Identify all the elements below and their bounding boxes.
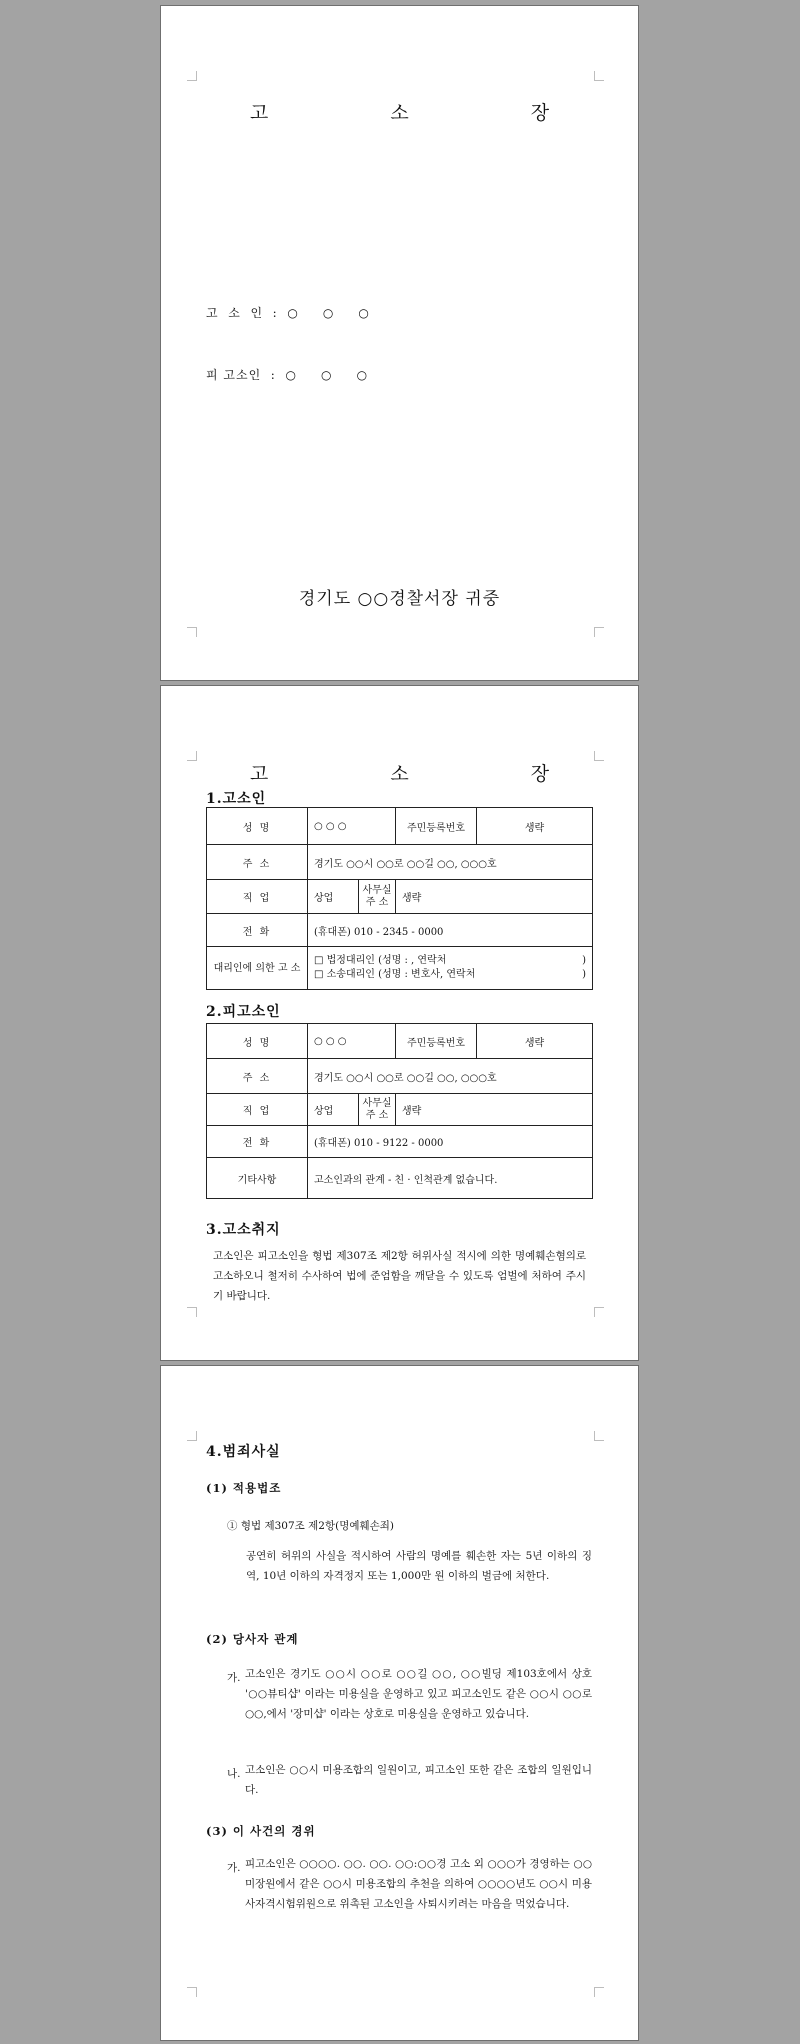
complainant-line: 고 소 인 : ○ ○ ○ xyxy=(206,306,370,320)
document-page-2 xyxy=(160,685,639,1361)
relation-b-text: 고소인은 ○○시 미용조합의 일원이고, 피고소인 또한 같은 조합의 일원입니다. xyxy=(245,1764,592,1796)
crop-mark xyxy=(187,1431,197,1441)
document-page-3 xyxy=(160,1365,639,2041)
litigation-proxy-row xyxy=(314,968,586,982)
rrn-label: 주민등록번호 xyxy=(396,808,477,845)
accused-line: 피 고소인 : ○ ○ ○ xyxy=(206,368,369,382)
crop-mark xyxy=(187,1307,197,1317)
history-a-marker: 가. xyxy=(227,1862,241,1874)
proxy-label: 대리인에 의한 고 소 xyxy=(207,947,308,990)
crop-mark xyxy=(594,627,604,637)
section-4-heading: 4.범죄사실 xyxy=(206,1444,281,1460)
name-value: ○ ○ ○ xyxy=(308,1024,396,1059)
proxy-value xyxy=(308,947,593,990)
complaint-purpose-text: 고소인은 피고소인을 형법 제307조 제2항 허위사실 적시에 의한 명예훼손혐의로 고소하오니 철저히 수사하여 법에 준엄함을 깨닫을 수 있도록 엄벌에 처하여 주시기 바랍니다. xyxy=(213,1250,586,1302)
law-item: ① 형법 제307조 제2항(명예훼손죄) xyxy=(227,1520,394,1532)
office-address-value: 생략 xyxy=(396,1094,593,1126)
address-label: 주 소 xyxy=(207,1059,308,1094)
applicable-law-heading: (1) 적용법조 xyxy=(206,1481,282,1495)
rrn-value: 생략 xyxy=(477,808,593,845)
crop-mark xyxy=(187,1987,197,1997)
crop-mark xyxy=(594,1307,604,1317)
crop-mark xyxy=(187,627,197,637)
crop-mark xyxy=(594,1987,604,1997)
document-page-1 xyxy=(160,5,639,681)
phone-label: 전 화 xyxy=(207,914,308,947)
legal-proxy-text: □ 법정대리인 (성명 : , 연락처 xyxy=(314,955,447,966)
relation-a-marker: 가. xyxy=(227,1672,241,1684)
name-label: 성 명 xyxy=(207,808,308,845)
legal-proxy-row xyxy=(314,954,586,968)
litigation-proxy-text: □ 소송대리인 (성명 : 변호사, 연락처 xyxy=(314,969,476,980)
job-label: 직 업 xyxy=(207,1094,308,1126)
phone-value: (휴대폰) 010 - 9122 - 0000 xyxy=(308,1126,593,1158)
party-relation-heading: (2) 당사자 관계 xyxy=(206,1632,299,1646)
phone-value: (휴대폰) 010 - 2345 - 0000 xyxy=(308,914,593,947)
accused-table xyxy=(206,1023,593,1199)
name-value: ○ ○ ○ xyxy=(308,808,396,845)
address-value: 경기도 ○○시 ○○로 ○○길 ○○, ○○○호 xyxy=(308,1059,593,1094)
rrn-label: 주민등록번호 xyxy=(396,1024,477,1059)
case-history-heading: (3) 이 사건의 경위 xyxy=(206,1824,316,1838)
cover-title: 고 소 장 xyxy=(249,102,608,124)
complaint-title: 고 소 장 xyxy=(249,763,608,785)
job-value: 상업 xyxy=(308,1094,359,1126)
law-text: 공연히 허위의 사실을 적시하여 사람의 명예를 훼손한 자는 5년 이하의 징역, 10년 이하의 자격정지 또는 1,000만 원 이하의 벌금에 처한다. xyxy=(246,1550,592,1582)
office-address-value: 생략 xyxy=(396,880,593,914)
relation-b-marker: 나. xyxy=(227,1768,241,1780)
etc-value: 고소인과의 관계 - 친 · 인척관계 없습니다. xyxy=(308,1158,593,1199)
history-a-text: 피고소인은 ○○○○. ○○. ○○. ○○:○○경 고소 외 ○○○가 경영하는 ○○미장원에서 같은 ○○시 미용조합의 추천을 의하여 ○○○○년도 ○○시 미용사자격시험위원으로 위촉된 고소인을 사퇴시키려는 마음을 먹었습니다. xyxy=(245,1858,592,1910)
office-address-label: 사무실 주 소 xyxy=(359,880,396,914)
rrn-value: 생략 xyxy=(477,1024,593,1059)
etc-label: 기타사항 xyxy=(207,1158,308,1199)
crop-mark xyxy=(594,1431,604,1441)
phone-label: 전 화 xyxy=(207,1126,308,1158)
legal-proxy-close: ) xyxy=(582,955,586,966)
addressee: 경기도 ○○경찰서장 귀중 xyxy=(298,589,501,609)
office-address-label: 사무실 주 소 xyxy=(359,1094,396,1126)
crop-mark xyxy=(187,71,197,81)
section-1-heading: 1.고소인 xyxy=(206,791,267,807)
crop-mark xyxy=(594,71,604,81)
section-3-heading: 3.고소취지 xyxy=(206,1222,281,1238)
job-label: 직 업 xyxy=(207,880,308,914)
address-value: 경기도 ○○시 ○○로 ○○길 ○○, ○○○호 xyxy=(308,845,593,880)
job-value: 상업 xyxy=(308,880,359,914)
address-label: 주 소 xyxy=(207,845,308,880)
litigation-proxy-close: ) xyxy=(582,969,586,980)
section-2-heading: 2.피고소인 xyxy=(206,1004,281,1020)
name-label: 성 명 xyxy=(207,1024,308,1059)
relation-a-text: 고소인은 경기도 ○○시 ○○로 ○○길 ○○, ○○빌딩 제103호에서 상호 '○○뷰티샵' 이라는 미용실을 운영하고 있고 피고소인도 같은 ○○시 ○○로 ○○,에서 '장미샵' 이라는 상호로 미용실을 운영하고 있습니다. xyxy=(245,1668,592,1720)
complainant-table xyxy=(206,807,593,990)
